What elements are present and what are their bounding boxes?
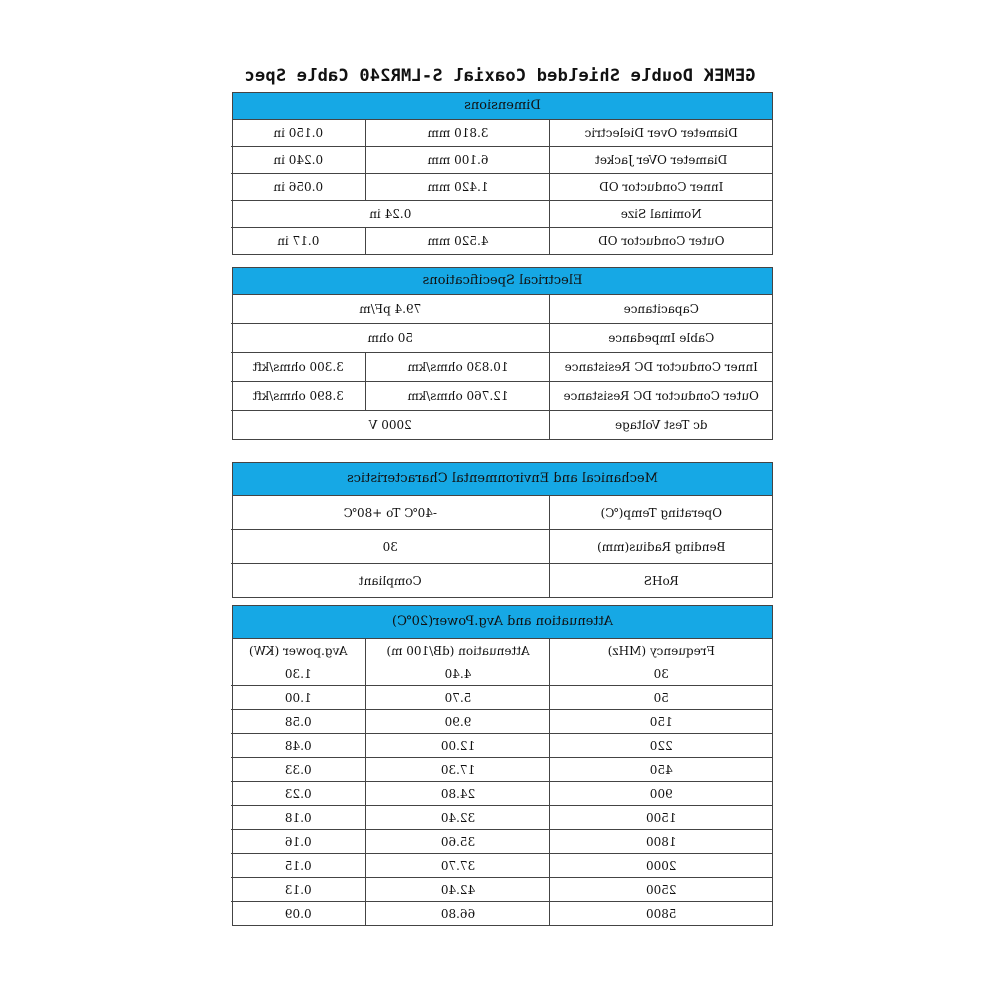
value-inch: 0.056 in <box>231 174 366 201</box>
value: 0.24 in <box>231 201 550 228</box>
value-mm: 4.520 mm <box>366 228 550 255</box>
avg-power-cell: 0.15 <box>231 854 366 878</box>
value: 79.4 pF/m <box>231 295 550 324</box>
table-row <box>231 734 772 758</box>
value-metric: 12.760 ohms/km <box>366 382 550 411</box>
frequency-cell: 5800 <box>550 902 772 926</box>
table-row <box>231 854 772 878</box>
row-label: Operating Temp(℃) <box>550 496 772 530</box>
table-row <box>231 353 772 382</box>
avg-power-cell: 0.09 <box>231 902 366 926</box>
avg-power-cell: 0.48 <box>231 734 366 758</box>
table-row <box>231 120 772 147</box>
value: 2000 V <box>231 411 550 440</box>
avg-power-cell: 0.58 <box>231 710 366 734</box>
table-row <box>231 382 772 411</box>
row-label: Bending Radius(mm) <box>550 530 772 564</box>
column-headers <box>231 639 772 662</box>
row-label: Inner Conductor DC Resistance <box>550 353 772 382</box>
page-title: GEMEK Double Shielded Coaxial S-LMR240 Cable Spec <box>244 66 756 86</box>
table-row <box>231 902 772 926</box>
avg-power-cell: 0.13 <box>231 878 366 902</box>
table-row <box>231 564 772 598</box>
frequency-cell: 900 <box>550 782 772 806</box>
column-header-avg-power: Avg.power (KW) <box>231 639 366 662</box>
avg-power-cell: 1.00 <box>231 686 366 710</box>
table-row <box>231 530 772 564</box>
dimensions-section <box>232 92 773 255</box>
table-row <box>231 830 772 854</box>
column-header-attenuation: Attenuation (dB/100 m) <box>366 639 550 662</box>
table-row <box>231 782 772 806</box>
mechanical-table <box>231 496 772 597</box>
table-row <box>231 174 772 201</box>
electrical-section <box>232 267 773 440</box>
row-label: RoHS <box>550 564 772 598</box>
table-row <box>231 201 772 228</box>
avg-power-cell: 1.30 <box>231 662 366 686</box>
row-label: Outer Conductor DC Resistance <box>550 382 772 411</box>
value-imperial: 3.890 ohms/kft <box>231 382 366 411</box>
row-label: Nominal Size <box>550 201 772 228</box>
frequency-cell: 450 <box>550 758 772 782</box>
frequency-cell: 30 <box>550 662 772 686</box>
attenuation-cell: 35.60 <box>366 830 550 854</box>
avg-power-cell: 0.23 <box>231 782 366 806</box>
attenuation-rows <box>231 662 772 925</box>
attenuation-cell: 24.80 <box>366 782 550 806</box>
row-label: Diameter Over Dielectric <box>550 120 772 147</box>
column-header-frequency: Frequency (MHz) <box>550 639 772 662</box>
value-inch: 0.150 in <box>231 120 366 147</box>
row-label: Capacitance <box>550 295 772 324</box>
row-label: Outer Conductor OD <box>550 228 772 255</box>
electrical-table <box>231 295 772 439</box>
table-row <box>231 228 772 255</box>
attenuation-cell: 32.40 <box>366 806 550 830</box>
frequency-cell: 220 <box>550 734 772 758</box>
value: -40℃ To +80℃ <box>231 496 550 530</box>
row-label: Diameter OVer Jacket <box>550 147 772 174</box>
table-row <box>231 662 772 686</box>
table-row <box>231 806 772 830</box>
value-mm: 1.420 mm <box>366 174 550 201</box>
attenuation-cell: 17.30 <box>366 758 550 782</box>
value: Compliant <box>231 564 550 598</box>
attenuation-cell: 42.40 <box>366 878 550 902</box>
electrical-header: Electrical Specifications <box>233 268 772 295</box>
value-imperial: 3.300 ohms/kft <box>231 353 366 382</box>
table-row <box>231 324 772 353</box>
table-row <box>231 147 772 174</box>
attenuation-cell: 9.90 <box>366 710 550 734</box>
frequency-cell: 2500 <box>550 878 772 902</box>
row-label: Inner Conductor OD <box>550 174 772 201</box>
frequency-cell: 2000 <box>550 854 772 878</box>
row-label: dc Test Voltage <box>550 411 772 440</box>
frequency-cell: 50 <box>550 686 772 710</box>
attenuation-cell: 4.40 <box>366 662 550 686</box>
attenuation-header: Attenuation and Avg.Power(20℃) <box>233 606 772 639</box>
value-inch: 0.17 in <box>231 228 366 255</box>
attenuation-cell: 12.00 <box>366 734 550 758</box>
attenuation-table <box>231 639 772 925</box>
dimensions-header: Dimensions <box>233 93 772 120</box>
frequency-cell: 150 <box>550 710 772 734</box>
value: 50 ohm <box>231 324 550 353</box>
table-row <box>231 295 772 324</box>
mechanical-section <box>232 462 773 598</box>
frequency-cell: 1800 <box>550 830 772 854</box>
value-metric: 10.830 ohms/km <box>366 353 550 382</box>
value-mm: 3.810 mm <box>366 120 550 147</box>
frequency-cell: 1500 <box>550 806 772 830</box>
value: 30 <box>231 530 550 564</box>
table-row <box>231 686 772 710</box>
attenuation-section <box>232 605 773 926</box>
attenuation-cell: 5.70 <box>366 686 550 710</box>
avg-power-cell: 0.16 <box>231 830 366 854</box>
avg-power-cell: 0.33 <box>231 758 366 782</box>
value-mm: 6.100 mm <box>366 147 550 174</box>
avg-power-cell: 0.18 <box>231 806 366 830</box>
table-row <box>231 710 772 734</box>
table-row <box>231 411 772 440</box>
attenuation-cell: 66.80 <box>366 902 550 926</box>
mechanical-header: Mechanical and Environmental Characteristics <box>233 463 772 496</box>
row-label: Cable Impedance <box>550 324 772 353</box>
value-inch: 0.240 in <box>231 147 366 174</box>
dimensions-table <box>231 120 772 254</box>
table-row <box>231 758 772 782</box>
attenuation-cell: 37.70 <box>366 854 550 878</box>
table-row <box>231 878 772 902</box>
table-row <box>231 496 772 530</box>
